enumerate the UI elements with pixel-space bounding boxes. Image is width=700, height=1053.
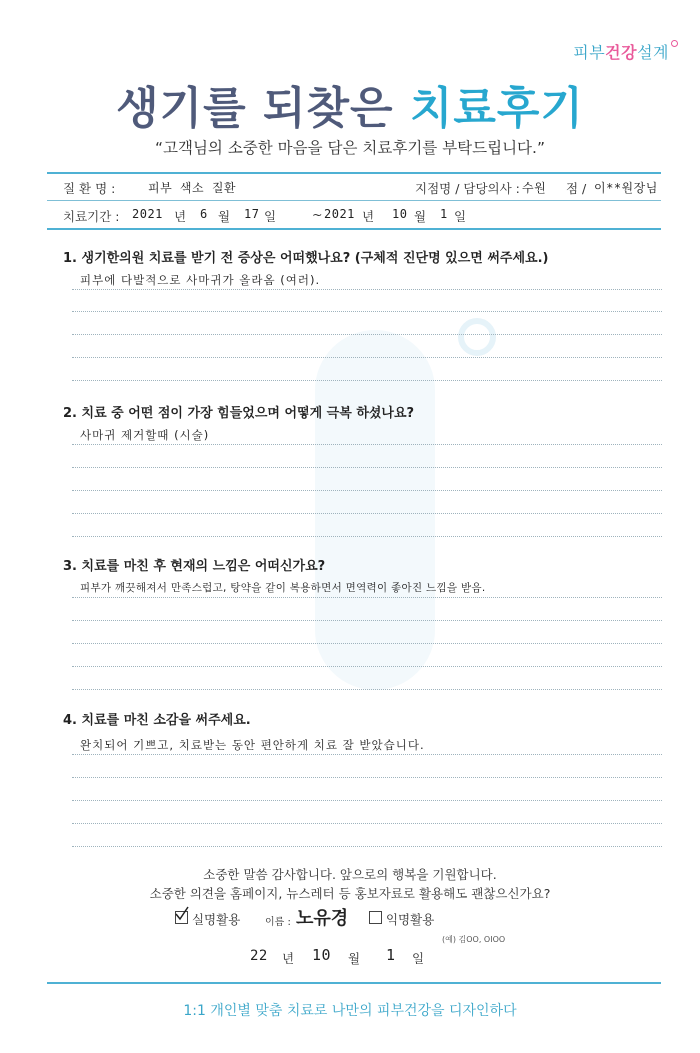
anon-label: 익명활용	[385, 912, 435, 927]
question-2: 2. 치료 중 어떤 점이 가장 힘들었으며 어떻게 극복 하셨나요?	[63, 406, 415, 421]
rule	[72, 380, 662, 381]
rule	[72, 643, 662, 644]
divider	[47, 200, 661, 201]
divider	[47, 172, 661, 174]
start-month: 6	[200, 207, 208, 221]
brand-logo: 피부건강설계	[573, 40, 678, 63]
tilde: ~	[312, 207, 323, 222]
closing-line-2: 소중한 의견을 홈페이지, 뉴스레터 등 홍보자료로 활용해도 괜찮으신가요?	[149, 886, 551, 901]
disease-label: 질 환 명 :	[63, 181, 116, 196]
answer-4: 완치되어 기쁘고, 치료받는 동안 편안하게 치료 잘 받았습니다.	[80, 738, 425, 752]
rule	[72, 689, 662, 690]
rule	[72, 846, 662, 847]
unit-month: 월	[218, 209, 231, 224]
anon-option[interactable]	[369, 910, 434, 928]
rule	[72, 777, 662, 778]
real-name-option[interactable]	[175, 910, 240, 928]
unit-year: 년	[282, 951, 295, 966]
end-month: 10	[392, 207, 408, 221]
rule	[72, 536, 662, 537]
closing-line-1: 소중한 말씀 감사합니다. 앞으로의 행복을 기원합니다.	[203, 867, 497, 882]
name-example: (예) 김OO, OIOO	[442, 935, 506, 944]
sign-date-year: 22	[250, 948, 268, 964]
question-1: 1. 생기한의원 치료를 받기 전 증상은 어떠했나요? (구체적 진단명 있으면 써주세요.)	[63, 251, 549, 266]
watermark-dot	[458, 318, 496, 356]
answer-2: 사마귀 제거할때 (시술)	[80, 428, 210, 442]
real-name-label: 실명활용	[191, 912, 241, 927]
rule	[72, 357, 662, 358]
divider	[47, 228, 661, 230]
answer-1: 피부에 다발적으로 사마귀가 올라옴 (여러).	[80, 273, 321, 287]
rule	[72, 467, 662, 468]
branch-value: 수원	[522, 181, 547, 195]
brand-dot-icon	[671, 40, 678, 47]
page-subtitle: “고객님의 소중한 마음을 담은 치료후기를 부탁드립니다.”	[154, 139, 545, 157]
question-4: 4. 치료를 마친 소감을 써주세요.	[63, 713, 251, 728]
period-label: 치료기간 :	[63, 209, 120, 224]
rule	[72, 334, 662, 335]
footer-tagline: 1:1 개인별 맞춤 치료로 나만의 피부건강을 디자인하다	[183, 1003, 517, 1019]
rule	[72, 823, 662, 824]
unit-day: 일	[454, 209, 467, 224]
branch-label: 지점명 / 담당의사 :	[415, 181, 520, 196]
rule	[72, 597, 662, 598]
unit-month: 월	[414, 209, 427, 224]
name-label: 이름 :	[265, 917, 291, 928]
rule	[72, 490, 662, 491]
watermark-shape	[315, 330, 435, 690]
rule	[72, 754, 662, 755]
rule	[72, 620, 662, 621]
sign-date-month: 10	[312, 946, 332, 964]
end-day: 1	[440, 207, 448, 221]
rule	[72, 311, 662, 312]
page-title: 생기를 되찾은 치료후기	[116, 83, 584, 134]
divider	[47, 982, 661, 984]
rule	[72, 800, 662, 801]
start-day: 17	[244, 207, 260, 221]
doctor-value: 이**원장님	[594, 181, 658, 195]
start-year: 2021	[132, 207, 163, 221]
unit-month: 월	[348, 951, 361, 966]
unit-day: 일	[412, 951, 425, 966]
rule	[72, 289, 662, 290]
end-year: 2021	[324, 207, 355, 221]
signature-name: 노유경	[296, 908, 349, 929]
unit-year: 년	[362, 209, 375, 224]
rule	[72, 444, 662, 445]
checkbox-checked-icon[interactable]	[175, 911, 188, 924]
checkbox-icon[interactable]	[369, 911, 382, 924]
unit-year: 년	[174, 209, 187, 224]
rule	[72, 666, 662, 667]
answer-3: 피부가 깨끗해져서 만족스럽고, 탕약을 같이 복용하면서 면역력이 좋아진 느낌을 받음.	[80, 582, 486, 594]
rule	[72, 513, 662, 514]
disease-value: 피부 색소 질환	[148, 181, 237, 195]
branch-suffix: 점 /	[566, 181, 587, 196]
question-3: 3. 치료를 마친 후 현재의 느낌은 어떠신가요?	[63, 559, 326, 574]
unit-day: 일	[264, 209, 277, 224]
sign-date-day: 1	[386, 946, 396, 964]
